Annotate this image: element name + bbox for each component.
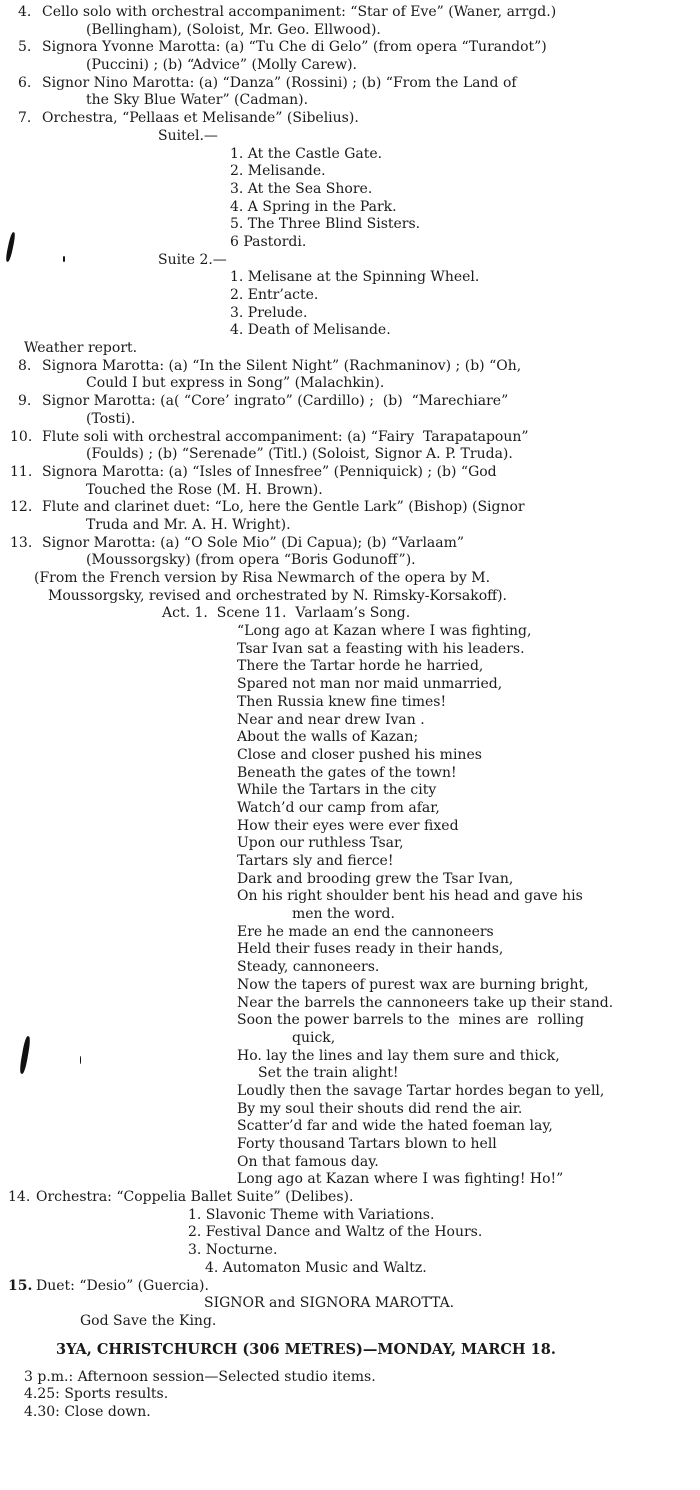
item-text-continued: the Sky Blue Water” (Cadman). [86, 92, 309, 109]
suite-part: 3. At the Sea Shore. [230, 180, 373, 197]
item-text: Signora Marotta: (a) “Isles of Innesfree” (Penniquick) ; (b) “God [42, 463, 497, 480]
item-text: Orchestra: “Coppelia Ballet Suite” (Delibes). [36, 1189, 354, 1206]
item-number: 9. [18, 393, 32, 410]
song-line: By my soul their shouts did rend the air. [237, 1100, 523, 1117]
act-scene-heading: Act. 1. Scene 11. Varlaam’s Song. [162, 605, 411, 622]
suite-part: 1. Melisane at the Spinning Wheel. [230, 269, 480, 286]
orchestra-part: 4. Automaton Music and Waltz. [205, 1259, 427, 1276]
schedule-item: 3 p.m.: Afternoon session—Selected studio items. [24, 1368, 376, 1385]
orchestra-part: 1. Slavonic Theme with Variations. [188, 1206, 435, 1223]
item-text-continued: (Moussorgsky) (from opera “Boris Godunoff”). [86, 552, 416, 569]
item-text: Cello solo with orchestral accompaniment: “Star of Eve” (Waner, arrgd.) [42, 4, 557, 20]
opera-note: (From the French version by Risa Newmarch of the opera by M. [34, 570, 491, 586]
suite-part: 4. A Spring in the Park. [230, 198, 397, 215]
song-line: Beneath the gates of the town! [237, 764, 457, 781]
item-number: 12. [10, 499, 33, 516]
item-number: 7. [18, 110, 32, 127]
song-line: Spared not man nor maid unmarried, [237, 676, 503, 693]
item-number: 11. [10, 463, 33, 480]
item-number: 15. [8, 1277, 33, 1294]
song-line: Then Russia knew fine times! [237, 693, 447, 710]
suite-part: 2. Melisande. [230, 163, 326, 180]
song-line: Near and near drew Ivan . [237, 711, 425, 728]
suite-part: 3. Prelude. [230, 304, 308, 321]
schedule-item: 4.25: Sports results. [24, 1386, 169, 1403]
anthem: God Save the King. [80, 1312, 217, 1329]
item-number: 4. [18, 4, 32, 20]
item-text: Flute soli with orchestral accompaniment: (a) “Fairy Tarapatapoun” [42, 428, 529, 445]
song-line: Tsar Ivan sat a feasting with his leaders. [237, 640, 525, 657]
song-line: Upon our ruthless Tsar, [237, 835, 404, 852]
item-text-continued: (Bellingham), (Soloist, Mr. Geo. Ellwood). [86, 21, 381, 38]
item-text-continued: Could I but express in Song” (Malachkin). [86, 375, 385, 392]
song-line: Ere he made an end the cannoneers [237, 923, 494, 940]
song-line: Now the tapers of purest wax are burning bright, [237, 976, 589, 993]
song-line: Dark and brooding grew the Tsar Ivan, [237, 870, 514, 887]
song-line: On that famous day. [237, 1153, 379, 1170]
item-number: 14. [8, 1189, 31, 1206]
song-line: Scatter’d far and wide the hated foeman lay, [237, 1118, 553, 1135]
song-line: Close and closer pushed his mines [237, 746, 482, 763]
suite-part: 5. The Three Blind Sisters. [230, 216, 421, 233]
song-line: Near the barrels the cannoneers take up their stand. [237, 994, 614, 1011]
song-line: Steady, cannoneers. [237, 959, 380, 976]
item-text: Signor Marotta: (a( “Core’ ingrato” (Cardillo) ; (b) “Marechiare” [42, 393, 509, 410]
item-text: Flute and clarinet duet: “Lo, here the Gentle Lark” (Bishop) (Signor [42, 499, 525, 516]
suite-1-heading: Suitel.— [158, 127, 218, 144]
item-text: Duet: “Desio” (Guercia). [36, 1277, 209, 1294]
item-text: Orchestra, “Pellaas et Melisande” (Sibelius). [42, 110, 359, 127]
item-number: 5. [18, 39, 32, 56]
song-line: Long ago at Kazan where I was fighting! Ho!” [237, 1171, 564, 1188]
song-line: Set the train alight! [258, 1065, 399, 1082]
song-line: Ho. lay the lines and lay them sure and thick, [237, 1047, 560, 1064]
song-line: Loudly then the savage Tartar hordes began to yell, [237, 1082, 605, 1099]
suite-part: 4. Death of Melisande. [230, 322, 391, 339]
duet-performers: SIGNOR and SIGNORA MAROTTA. [204, 1295, 455, 1312]
item-text-continued: Touched the Rose (M. H. Brown). [86, 481, 323, 498]
item-text-continued: Truda and Mr. A. H. Wright). [86, 516, 291, 533]
schedule-item: 4.30: Close down. [24, 1403, 151, 1420]
item-number: 8. [18, 357, 32, 374]
item-text-continued: (Tosti). [86, 410, 136, 427]
suite-part: 1. At the Castle Gate. [230, 145, 383, 162]
item-number: 6. [18, 74, 32, 91]
song-line: Soon the power barrels to the mines are rolling [237, 1012, 584, 1029]
song-line-continued: quick, [292, 1029, 336, 1046]
song-line: Watch’d our camp from afar, [237, 799, 440, 816]
song-line: How their eyes were ever fixed [237, 817, 459, 834]
orchestra-part: 3. Nocturne. [188, 1242, 278, 1259]
item-number: 10. [10, 428, 33, 445]
item-text-continued: (Puccini) ; (b) “Advice” (Molly Carew). [86, 57, 357, 74]
song-line: Forty thousand Tartars blown to hell [237, 1136, 497, 1152]
suite-part: 6 Pastordi. [230, 233, 307, 250]
station-heading: 3YA, CHRISTCHURCH (306 METRES)—MONDAY, MARCH 18. [56, 1340, 556, 1358]
suite-2-heading: Suite 2.— [158, 251, 227, 268]
item-number: 13. [10, 534, 33, 551]
orchestra-part: 2. Festival Dance and Waltz of the Hours. [188, 1224, 483, 1241]
song-line: While the Tartars in the city [237, 782, 437, 799]
song-line-continued: men the word. [292, 906, 395, 923]
item-text-continued: (Foulds) ; (b) “Serenade” (Titl.) (Soloist, Signor A. P. Truda). [86, 446, 513, 463]
item-text: Signor Marotta: (a) “O Sole Mio” (Di Capua); (b) “Varlaam” [42, 534, 465, 551]
song-line: Tartars sly and fierce! [237, 853, 394, 869]
song-line: There the Tartar horde he harried, [237, 658, 484, 675]
ink-speck [80, 1056, 81, 1064]
song-line: On his right shoulder bent his head and gave his [237, 888, 583, 905]
song-line: Held their fuses ready in their hands, [237, 941, 504, 958]
programme-page [0, 4, 700, 1422]
song-line: “Long ago at Kazan where I was fighting, [237, 623, 532, 640]
song-line: About the walls of Kazan; [237, 729, 419, 746]
weather-report: Weather report. [24, 340, 138, 357]
item-text: Signor Nino Marotta: (a) “Danza” (Rossini) ; (b) “From the Land of [42, 74, 517, 91]
ink-speck [63, 256, 65, 262]
item-text: Signora Yvonne Marotta: (a) “Tu Che di Gelo” (from opera “Turandot”) [42, 39, 547, 56]
opera-note: Moussorgsky, revised and orchestrated by N. Rimsky-Korsakoff). [48, 587, 507, 604]
suite-part: 2. Entr’acte. [230, 287, 319, 303]
item-text: Signora Marotta: (a) “In the Silent Night” (Rachmaninov) ; (b) “Oh, [42, 357, 522, 374]
